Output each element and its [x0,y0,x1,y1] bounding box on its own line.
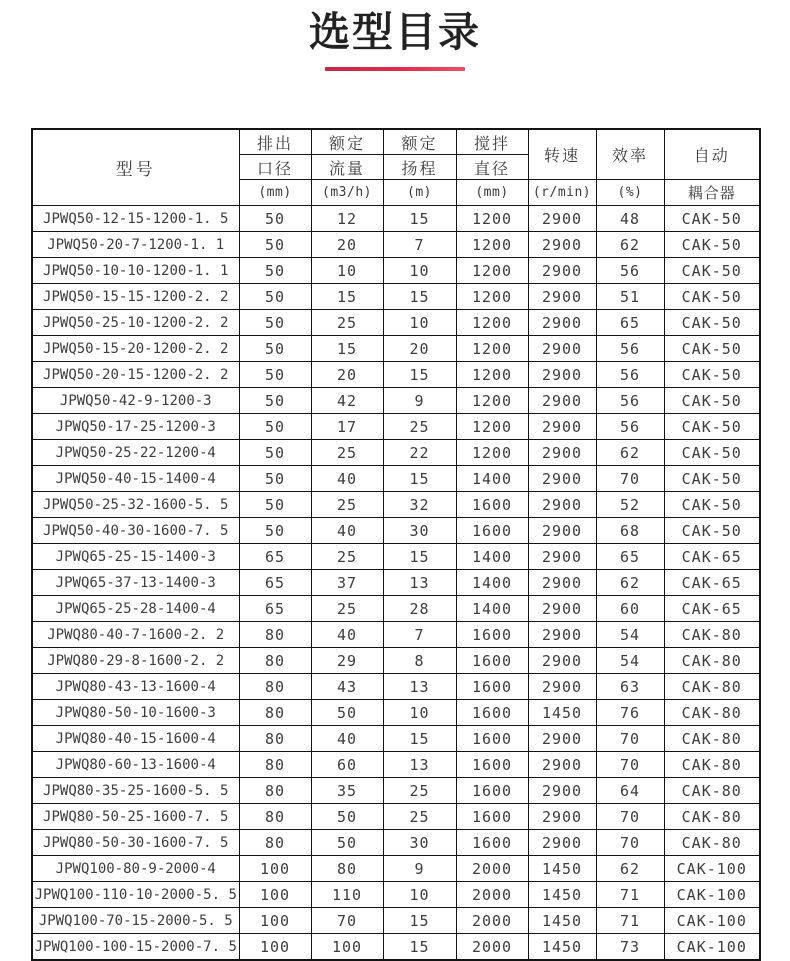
value-cell: 50 [311,804,383,830]
header-efficiency-label: 效率 [596,129,664,180]
table-row [32,908,760,934]
value-cell: 1200 [456,284,528,310]
table-row [32,362,760,388]
model-cell: JPWQ80-50-30-1600-7. 5 [32,830,239,856]
value-cell: 2900 [528,336,596,362]
model-cell: JPWQ50-25-10-1200-2. 2 [32,310,239,336]
value-cell: 62 [596,856,664,882]
value-cell: 2900 [528,414,596,440]
header-mixing-line1: 搅拌 [456,129,528,155]
value-cell: 9 [383,388,456,414]
header-outlet-line2: 口径 [239,155,311,180]
value-cell: 62 [596,440,664,466]
value-cell: 2900 [528,466,596,492]
value-cell: 56 [596,362,664,388]
value-cell: 50 [239,206,311,232]
value-cell: 2000 [456,908,528,934]
value-cell: 56 [596,336,664,362]
value-cell: 54 [596,622,664,648]
value-cell: 1600 [456,492,528,518]
value-cell: 10 [383,258,456,284]
value-cell: 12 [311,206,383,232]
value-cell: 2900 [528,596,596,622]
value-cell: 52 [596,492,664,518]
table-row [32,570,760,596]
model-cell: JPWQ80-40-15-1600-4 [32,726,239,752]
value-cell: 1600 [456,830,528,856]
model-cell: JPWQ80-50-10-1600-3 [32,700,239,726]
value-cell: 22 [383,440,456,466]
value-cell: 64 [596,778,664,804]
value-cell: 70 [596,726,664,752]
value-cell: 50 [239,232,311,258]
value-cell: 2000 [456,934,528,961]
value-cell: 35 [311,778,383,804]
value-cell: 50 [239,310,311,336]
header-coupling-line2: 耦合器 [664,180,760,206]
header-mixing-line2: 直径 [456,155,528,180]
table-header [32,129,760,206]
header-mixing-unit: (mm) [456,180,528,206]
value-cell: CAK-80 [664,622,760,648]
value-cell: 1450 [528,700,596,726]
value-cell: 1600 [456,700,528,726]
value-cell: 63 [596,674,664,700]
model-cell: JPWQ50-15-15-1200-2. 2 [32,284,239,310]
value-cell: 25 [311,544,383,570]
value-cell: 15 [383,284,456,310]
value-cell: 2900 [528,778,596,804]
value-cell: 2900 [528,518,596,544]
model-cell: JPWQ50-15-20-1200-2. 2 [32,336,239,362]
value-cell: CAK-50 [664,232,760,258]
value-cell: 100 [311,934,383,961]
value-cell: CAK-50 [664,362,760,388]
value-cell: 70 [596,752,664,778]
value-cell: 1400 [456,596,528,622]
title-underline [325,67,465,71]
value-cell: 50 [239,440,311,466]
value-cell: CAK-65 [664,544,760,570]
value-cell: 15 [311,284,383,310]
value-cell: 1600 [456,778,528,804]
value-cell: 32 [383,492,456,518]
value-cell: 70 [311,908,383,934]
value-cell: 8 [383,648,456,674]
header-flow-line1: 额定 [311,129,383,155]
table-row [32,622,760,648]
value-cell: 30 [383,518,456,544]
value-cell: 1200 [456,388,528,414]
value-cell: 50 [239,336,311,362]
value-cell: 40 [311,622,383,648]
header-flow-unit: (m3/h) [311,180,383,206]
value-cell: 10 [311,258,383,284]
value-cell: 2900 [528,258,596,284]
value-cell: 25 [383,414,456,440]
value-cell: 2900 [528,752,596,778]
value-cell: 1200 [456,336,528,362]
value-cell: CAK-100 [664,908,760,934]
value-cell: CAK-50 [664,440,760,466]
value-cell: 100 [239,882,311,908]
value-cell: 48 [596,206,664,232]
value-cell: 15 [383,544,456,570]
value-cell: 54 [596,648,664,674]
value-cell: 2900 [528,232,596,258]
value-cell: 2900 [528,388,596,414]
value-cell: 42 [311,388,383,414]
value-cell: 50 [239,284,311,310]
value-cell: 80 [239,778,311,804]
model-cell: JPWQ100-110-10-2000-5. 5 [32,882,239,908]
value-cell: CAK-80 [664,778,760,804]
value-cell: 80 [311,856,383,882]
model-cell: JPWQ50-25-32-1600-5. 5 [32,492,239,518]
value-cell: 1450 [528,934,596,961]
value-cell: CAK-80 [664,648,760,674]
model-cell: JPWQ100-100-15-2000-7. 5 [32,934,239,961]
value-cell: 62 [596,570,664,596]
value-cell: CAK-80 [664,700,760,726]
value-cell: 28 [383,596,456,622]
value-cell: 25 [311,596,383,622]
value-cell: 1200 [456,232,528,258]
model-cell: JPWQ50-40-15-1400-4 [32,466,239,492]
value-cell: 56 [596,414,664,440]
value-cell: 50 [311,830,383,856]
value-cell: CAK-50 [664,336,760,362]
header-model: 型号 [32,129,239,206]
model-cell: JPWQ100-70-15-2000-5. 5 [32,908,239,934]
header-speed-unit: (r/min) [528,180,596,206]
model-cell: JPWQ80-35-25-1600-5. 5 [32,778,239,804]
value-cell: CAK-50 [664,414,760,440]
value-cell: 2900 [528,440,596,466]
value-cell: 7 [383,622,456,648]
table-row [32,648,760,674]
value-cell: CAK-100 [664,934,760,961]
value-cell: 1200 [456,206,528,232]
header-outlet-unit: (mm) [239,180,311,206]
value-cell: 65 [239,544,311,570]
table-row [32,596,760,622]
value-cell: 1400 [456,570,528,596]
value-cell: 80 [239,726,311,752]
value-cell: 65 [596,544,664,570]
value-cell: 10 [383,882,456,908]
table-row [32,388,760,414]
value-cell: 2900 [528,206,596,232]
table-row [32,752,760,778]
value-cell: 50 [239,388,311,414]
header-head-line2: 扬程 [383,155,456,180]
value-cell: 100 [239,934,311,961]
model-cell: JPWQ50-12-15-1200-1. 5 [32,206,239,232]
value-cell: 1200 [456,362,528,388]
value-cell: 70 [596,830,664,856]
value-cell: 1450 [528,908,596,934]
table-row [32,440,760,466]
model-cell: JPWQ50-25-22-1200-4 [32,440,239,466]
value-cell: 50 [239,362,311,388]
value-cell: 1200 [456,440,528,466]
value-cell: 2900 [528,310,596,336]
value-cell: CAK-50 [664,284,760,310]
model-cell: JPWQ65-37-13-1400-3 [32,570,239,596]
model-cell: JPWQ50-20-7-1200-1. 1 [32,232,239,258]
value-cell: CAK-100 [664,882,760,908]
value-cell: 73 [596,934,664,961]
value-cell: CAK-50 [664,206,760,232]
value-cell: 1600 [456,622,528,648]
table-row [32,544,760,570]
value-cell: 80 [239,830,311,856]
value-cell: 100 [239,908,311,934]
value-cell: CAK-50 [664,518,760,544]
selection-table-wrap [31,128,760,961]
value-cell: 1450 [528,882,596,908]
value-cell: 1600 [456,648,528,674]
value-cell: CAK-50 [664,492,760,518]
value-cell: 15 [383,726,456,752]
model-cell: JPWQ80-60-13-1600-4 [32,752,239,778]
value-cell: 10 [383,700,456,726]
value-cell: 2900 [528,492,596,518]
value-cell: CAK-50 [664,388,760,414]
value-cell: 65 [239,596,311,622]
value-cell: 2900 [528,804,596,830]
model-cell: JPWQ100-80-9-2000-4 [32,856,239,882]
value-cell: 37 [311,570,383,596]
value-cell: CAK-80 [664,726,760,752]
value-cell: CAK-100 [664,856,760,882]
value-cell: 30 [383,830,456,856]
value-cell: 2900 [528,674,596,700]
header-coupling-line1: 自动 [664,129,760,180]
value-cell: 13 [383,570,456,596]
value-cell: 15 [383,362,456,388]
value-cell: 80 [239,700,311,726]
table-row [32,726,760,752]
value-cell: 1200 [456,310,528,336]
value-cell: 15 [383,934,456,961]
table-row [32,778,760,804]
value-cell: 17 [311,414,383,440]
value-cell: 25 [311,310,383,336]
model-cell: JPWQ65-25-28-1400-4 [32,596,239,622]
value-cell: 1600 [456,804,528,830]
value-cell: 10 [383,310,456,336]
value-cell: 1400 [456,466,528,492]
value-cell: CAK-50 [664,258,760,284]
model-cell: JPWQ50-10-10-1200-1. 1 [32,258,239,284]
value-cell: 80 [239,752,311,778]
value-cell: CAK-50 [664,310,760,336]
model-cell: JPWQ50-20-15-1200-2. 2 [32,362,239,388]
table-row [32,466,760,492]
table-row [32,284,760,310]
value-cell: 51 [596,284,664,310]
value-cell: 40 [311,726,383,752]
value-cell: 50 [239,258,311,284]
value-cell: 2900 [528,284,596,310]
value-cell: 50 [239,518,311,544]
table-row [32,492,760,518]
table-row [32,518,760,544]
value-cell: 40 [311,466,383,492]
value-cell: 80 [239,804,311,830]
value-cell: 15 [311,336,383,362]
table-row [32,206,760,232]
selection-table [31,128,761,961]
value-cell: 15 [383,908,456,934]
model-cell: JPWQ80-43-13-1600-4 [32,674,239,700]
value-cell: 80 [239,622,311,648]
table-row [32,882,760,908]
value-cell: 43 [311,674,383,700]
table-row [32,336,760,362]
model-cell: JPWQ50-40-30-1600-7. 5 [32,518,239,544]
value-cell: 68 [596,518,664,544]
model-cell: JPWQ80-29-8-1600-2. 2 [32,648,239,674]
value-cell: 65 [239,570,311,596]
table-row [32,310,760,336]
value-cell: 15 [383,466,456,492]
header-head-line1: 额定 [383,129,456,155]
value-cell: CAK-65 [664,596,760,622]
model-cell: JPWQ50-42-9-1200-3 [32,388,239,414]
value-cell: CAK-50 [664,466,760,492]
value-cell: 29 [311,648,383,674]
value-cell: 60 [596,596,664,622]
model-cell: JPWQ50-17-25-1200-3 [32,414,239,440]
value-cell: 1600 [456,752,528,778]
value-cell: 25 [311,440,383,466]
value-cell: CAK-65 [664,570,760,596]
value-cell: 20 [311,362,383,388]
model-cell: JPWQ80-50-25-1600-7. 5 [32,804,239,830]
value-cell: 50 [311,700,383,726]
value-cell: 2000 [456,856,528,882]
value-cell: 1400 [456,544,528,570]
value-cell: 1450 [528,856,596,882]
value-cell: 50 [239,414,311,440]
value-cell: 56 [596,388,664,414]
table-row [32,830,760,856]
value-cell: 50 [239,492,311,518]
value-cell: 20 [311,232,383,258]
value-cell: 65 [596,310,664,336]
value-cell: CAK-80 [664,674,760,700]
value-cell: 50 [239,466,311,492]
value-cell: 15 [383,206,456,232]
header-outlet-line1: 排出 [239,129,311,155]
header-speed-label: 转速 [528,129,596,180]
value-cell: 13 [383,752,456,778]
value-cell: 80 [239,674,311,700]
table-row [32,674,760,700]
value-cell: 56 [596,258,664,284]
value-cell: 71 [596,908,664,934]
value-cell: 2000 [456,882,528,908]
value-cell: 2900 [528,362,596,388]
model-cell: JPWQ65-25-15-1400-3 [32,544,239,570]
header-efficiency-unit: (%) [596,180,664,206]
value-cell: 2900 [528,726,596,752]
header-head-unit: (m) [383,180,456,206]
value-cell: 25 [383,804,456,830]
table-row [32,258,760,284]
table-row [32,700,760,726]
value-cell: 2900 [528,830,596,856]
page-title: 选型目录 [309,8,481,56]
value-cell: 1600 [456,518,528,544]
value-cell: 62 [596,232,664,258]
value-cell: 7 [383,232,456,258]
table-body [32,206,760,961]
table-row [32,804,760,830]
value-cell: 2900 [528,544,596,570]
table-row [32,232,760,258]
value-cell: 1600 [456,726,528,752]
table-row [32,856,760,882]
value-cell: 2900 [528,570,596,596]
value-cell: 1200 [456,414,528,440]
value-cell: 1200 [456,258,528,284]
model-cell: JPWQ80-40-7-1600-2. 2 [32,622,239,648]
value-cell: 40 [311,518,383,544]
value-cell: CAK-80 [664,752,760,778]
value-cell: 100 [239,856,311,882]
table-row [32,934,760,961]
value-cell: 2900 [528,648,596,674]
table-row [32,414,760,440]
value-cell: 9 [383,856,456,882]
header-flow-line2: 流量 [311,155,383,180]
value-cell: 76 [596,700,664,726]
value-cell: 80 [239,648,311,674]
value-cell: 110 [311,882,383,908]
value-cell: 25 [383,778,456,804]
value-cell: CAK-80 [664,804,760,830]
value-cell: 13 [383,674,456,700]
value-cell: 71 [596,882,664,908]
value-cell: CAK-80 [664,830,760,856]
value-cell: 25 [311,492,383,518]
value-cell: 2900 [528,622,596,648]
value-cell: 70 [596,804,664,830]
title-block [0,0,790,71]
value-cell: 60 [311,752,383,778]
value-cell: 1600 [456,674,528,700]
value-cell: 20 [383,336,456,362]
value-cell: 70 [596,466,664,492]
